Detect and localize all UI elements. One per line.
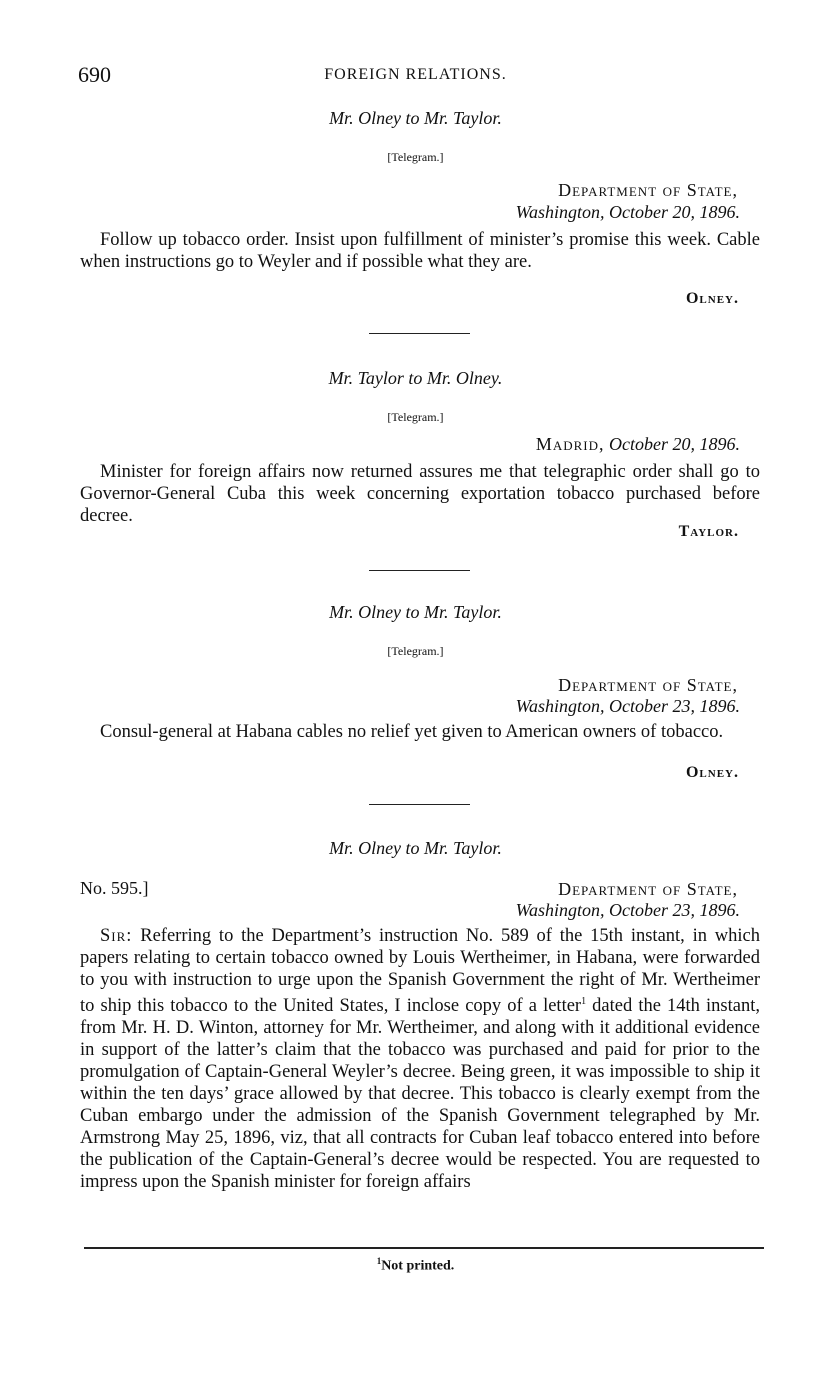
letter-body (80, 721, 760, 743)
letter-body (80, 925, 760, 1193)
letter-heading: Mr. Olney to Mr. Taylor. (329, 602, 502, 622)
telegram-note: [Telegram.] (387, 410, 444, 424)
footnote-divider (84, 1247, 764, 1249)
section-divider (369, 570, 470, 571)
footnote-text: Not printed. (381, 1258, 455, 1274)
footnote-ref: 1 (581, 996, 587, 1007)
instruction-number: No. 595.] (80, 878, 149, 898)
signature: Olney. (685, 764, 739, 781)
salutation: Sir: (100, 926, 133, 946)
letter-text-continued: dated the 14th instant, from Mr. H. D. Winton, attorney for Mr. Wertheimer, and along with it additional evidence in support of the latter’s claim that the tobacco was purchased and paid for prior to the promulgation of Captain-General Weyler’s decree. Being green, it was impossible to ship it within the ten days’ grace allowed by that decree. This tobacco is clearly exempt from the Cuban embargo under the admission of the Spanish Government telegraphed by Mr. Armstrong May 25, 1896, viz, that all contracts for Cuban leaf tobacco entered into before the publication of the Captain-General’s decree would be respected. You are requested to impress upon the Spanish minister for foreign affairs (80, 996, 760, 1193)
dateline-date: Washington, October 23, 1896. (515, 696, 740, 716)
letter-text: Consul-general at Habana cables no relief yet given to American owners of tobacco. (100, 722, 724, 742)
telegram-note: [Telegram.] (387, 150, 444, 164)
dateline-place: Department of State, (558, 675, 738, 695)
dateline-place: Department of State, (558, 879, 738, 899)
signature: Taylor. (678, 523, 739, 540)
letter-body (80, 461, 760, 527)
section-divider (369, 333, 470, 334)
letter-text: Follow up tobacco order. Insist upon fulfillment of minister’s promise this week. Cable when instructions go to Weyler and if possible what they are. (80, 230, 760, 272)
dateline-place: Department of State, (558, 180, 738, 200)
letter-heading: Mr. Taylor to Mr. Olney. (328, 368, 503, 388)
dateline-place: Madrid, (535, 434, 605, 454)
letter-heading: Mr. Olney to Mr. Taylor. (329, 108, 502, 128)
letter-text: Minister for foreign affairs now returned assures me that telegraphic order shall go to Governor-General Cuba this week concerning exportation tobacco purchased before decree. (80, 462, 760, 526)
running-head: FOREIGN RELATIONS. (324, 66, 507, 83)
telegram-note: [Telegram.] (387, 644, 444, 658)
dateline-date: Washington, October 23, 1896. (515, 900, 740, 920)
page-number: 690 (78, 62, 111, 87)
dateline (536, 434, 740, 455)
letter-body (80, 229, 760, 273)
footnote-marker: 1 (376, 1256, 382, 1266)
dateline-date: Washington, October 20, 1896. (515, 202, 740, 222)
signature: Olney. (685, 290, 739, 307)
footnote (0, 1256, 831, 1275)
letter-heading: Mr. Olney to Mr. Taylor. (329, 838, 502, 858)
section-divider (369, 804, 470, 805)
letter-text: Referring to the Department’s instruction No. 589 of the 15th instant, in which papers relating to certain tobacco owned by Louis Wertheimer, in Habana, were forwarded to you with instruction to urge upon the Spanish Government the right of Mr. Wertheimer to ship this tobacco to the United States, I inclose copy of a letter (80, 926, 760, 1017)
dateline-date: October 20, 1896. (609, 434, 740, 454)
